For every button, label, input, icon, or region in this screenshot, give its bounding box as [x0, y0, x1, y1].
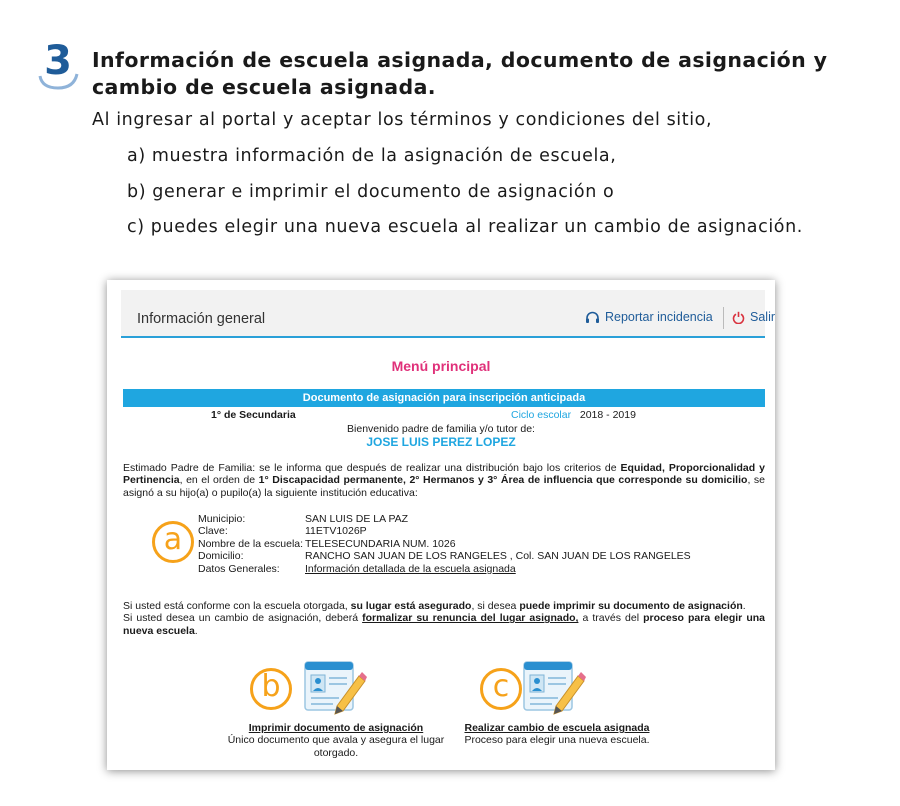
school-info-table: [198, 513, 691, 575]
badge-b: b: [250, 668, 292, 710]
badge-c: c: [480, 668, 522, 710]
step-item-b: b) generar e imprimir el documento de asignación o: [127, 181, 615, 202]
info-row-nombre: Nombre de la escuela: TELESECUNDARIA NUM. 1026: [198, 537, 456, 550]
menu-title: Menú principal: [391, 358, 491, 374]
step-number-badge: [36, 36, 80, 90]
step-number: 3: [44, 38, 72, 84]
edit-document-icon[interactable]: [522, 658, 586, 718]
logout-label: Salir: [750, 310, 776, 324]
change-school-option[interactable]: [447, 722, 667, 747]
app-title: Información general: [137, 311, 266, 327]
portal-screenshot: [107, 280, 775, 770]
conformity-notice: Si usted está conforme con la escuela otorgada, su lugar está asegurado, si desea puede imprimir su documento de asignación. Si usted desea un cambio de asignación, deberá formalizar su renuncia del lugar asignado, a través del proceso para elegir una nueva escuela.: [123, 600, 765, 637]
step-item-a: a) muestra información de la asignación de escuela,: [127, 146, 617, 166]
renounce-link[interactable]: formalizar su renuncia del lugar asignado,: [362, 612, 579, 625]
logout-link[interactable]: [732, 310, 775, 324]
power-icon: [732, 311, 745, 324]
cycle-value: 2018 - 2019: [579, 409, 636, 421]
badge-a: a: [152, 521, 194, 563]
change-school-link[interactable]: Realizar cambio de escuela asignada: [464, 722, 650, 734]
print-document-desc: Único documento que avala y asegura el lugar otorgado.: [227, 734, 445, 759]
print-document-link[interactable]: Imprimir documento de asignación: [248, 722, 424, 734]
document-banner: Documento de asignación para inscripción anticipada: [123, 389, 765, 407]
top-bar: [121, 290, 776, 336]
info-row-domicilio: Domicilio: RANCHO SAN JUAN DE LOS RANGELES , Col. SAN JUAN DE LOS RANGELES: [198, 550, 691, 563]
topbar-separator: [723, 307, 724, 329]
edit-document-icon[interactable]: [303, 658, 367, 718]
assignment-notice: Estimado Padre de Familia: se le informa que después de realizar una distribución bajo los criterios de Equidad, Proporcionalidad y Pertinencia, en el orden de 1° Discapacidad permanente, 2° Hermanos y 3° Área de influencia que corresponde su domicilio, se asignó a su hijo(a) o pupilo(a) la siguiente institución educativa:: [123, 462, 765, 499]
info-row-municipio: Municipio: SAN LUIS DE LA PAZ: [198, 513, 409, 525]
step-title: Información de escuela asignada, documento de asignación y cambio de escuela asignada.: [92, 48, 828, 99]
change-school-desc: Proceso para elegir una nueva escuela.: [464, 734, 650, 746]
step-item-c: c) puedes elegir una nueva escuela al realizar un cambio de asignación.: [127, 217, 803, 237]
headset-icon: [585, 311, 600, 324]
school-cycle: [511, 409, 636, 421]
step-list: [127, 145, 803, 252]
grade-label: 1° de Secundaria: [211, 409, 296, 421]
topbar-divider: [121, 336, 765, 338]
cycle-label: Ciclo escolar: [511, 409, 572, 421]
print-document-option[interactable]: [222, 722, 450, 759]
info-row-clave: Clave: 11ETV1026P: [198, 525, 367, 538]
welcome-text: Bienvenido padre de familia y/o tutor de:: [347, 423, 535, 435]
report-incident-label: Reportar incidencia: [605, 310, 713, 324]
step-intro: Al ingresar al portal y aceptar los términos y condiciones del sitio,: [92, 110, 713, 130]
school-details-link[interactable]: Información detallada de la escuela asignada: [305, 562, 516, 575]
student-name: JOSE LUIS PEREZ LOPEZ: [366, 435, 516, 449]
info-row-datos: Datos Generales: Información detallada de la escuela asignada: [198, 562, 516, 575]
report-incident-link[interactable]: [585, 310, 713, 324]
